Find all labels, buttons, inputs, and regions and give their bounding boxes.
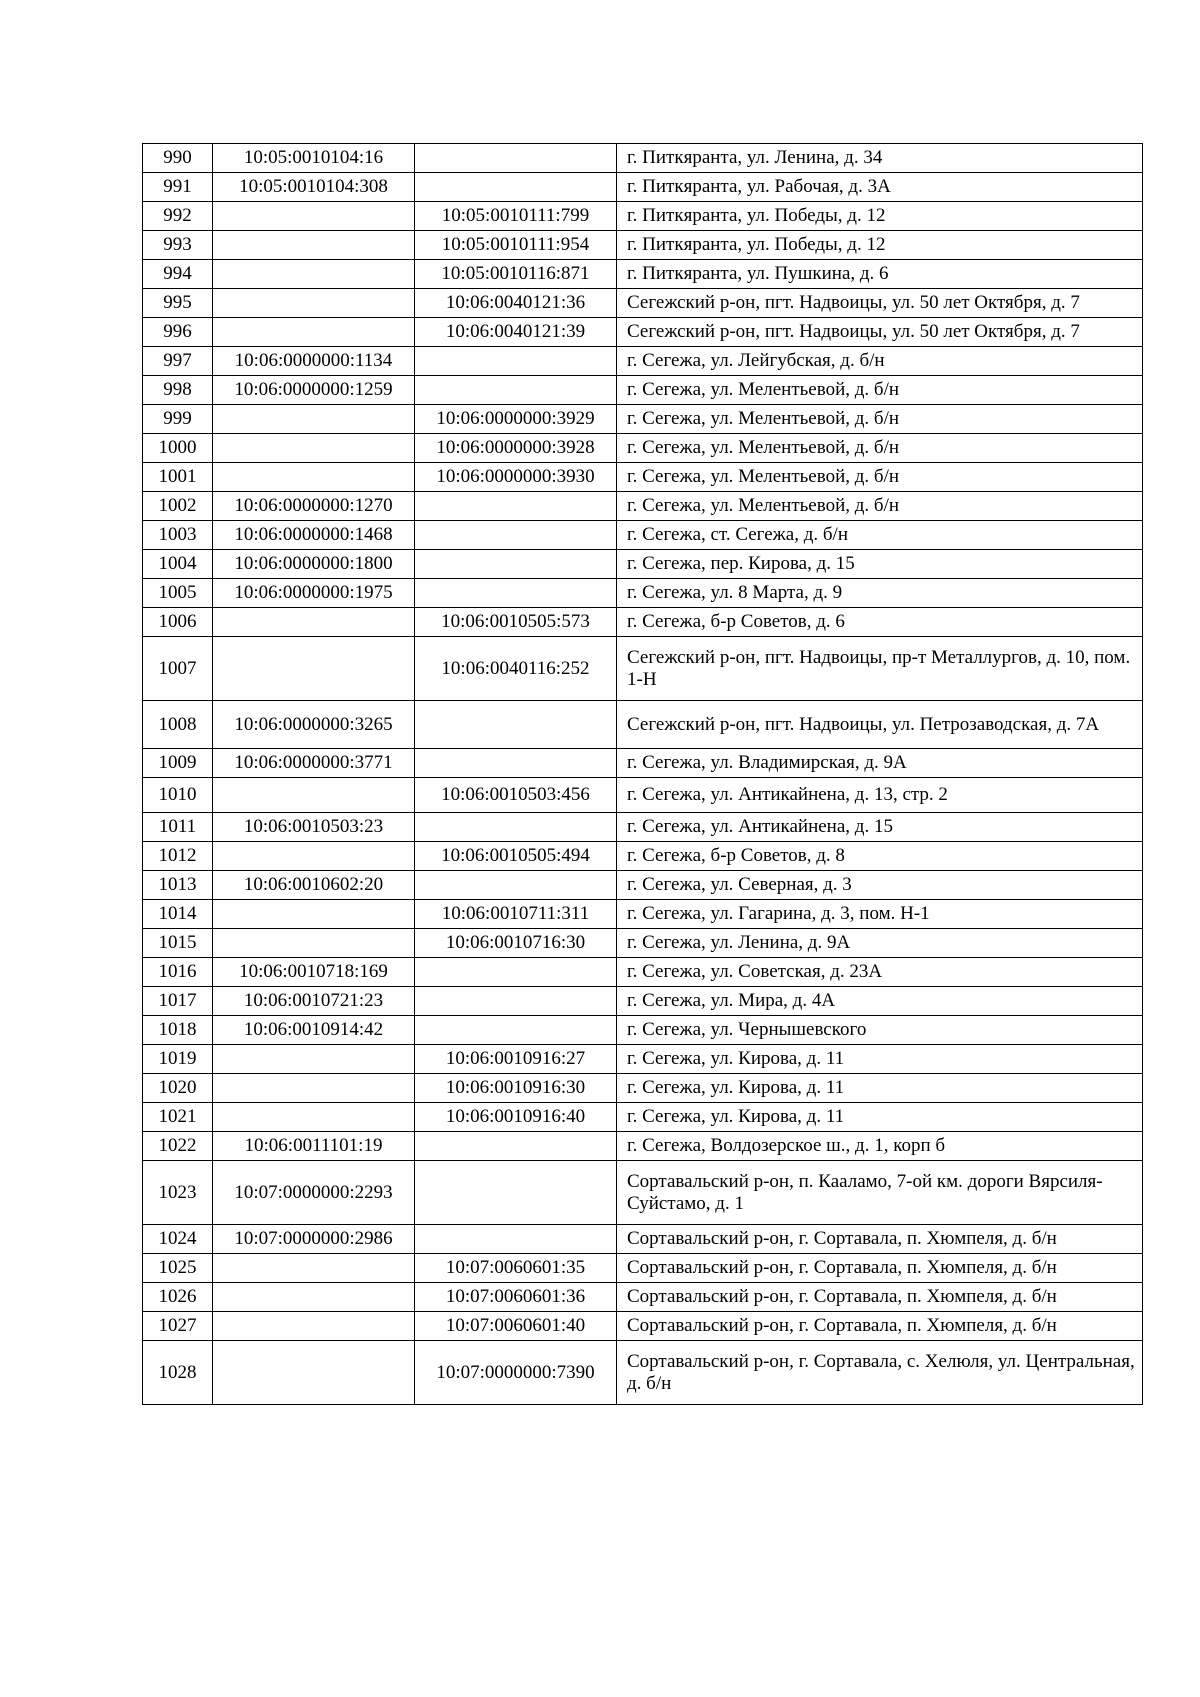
row-number-cell: 998 <box>143 376 213 405</box>
cadastral-number-a-cell: 10:05:0010104:308 <box>213 173 415 202</box>
row-number-cell: 1017 <box>143 987 213 1016</box>
cadastral-number-b-cell <box>415 144 617 173</box>
cadastral-number-b-cell: 10:06:0010716:30 <box>415 929 617 958</box>
table-row <box>143 1103 1143 1132</box>
cadastral-number-b-cell: 10:06:0010916:27 <box>415 1045 617 1074</box>
cadastral-number-b-cell: 10:06:0000000:3929 <box>415 405 617 434</box>
table-row <box>143 550 1143 579</box>
table-row <box>143 318 1143 347</box>
table-row <box>143 958 1143 987</box>
cadastral-number-a-cell: 10:06:0000000:3265 <box>213 701 415 749</box>
row-number-cell: 1016 <box>143 958 213 987</box>
address-cell: г. Сегежа, ул. Антикайнена, д. 13, стр. 2 <box>617 778 1143 813</box>
cadastral-number-b-cell <box>415 749 617 778</box>
cadastral-number-b-cell: 10:06:0010505:573 <box>415 608 617 637</box>
table-row <box>143 1254 1143 1283</box>
cadastral-number-a-cell: 10:06:0010718:169 <box>213 958 415 987</box>
table-row <box>143 492 1143 521</box>
table-row <box>143 405 1143 434</box>
cadastral-number-a-cell <box>213 637 415 701</box>
cadastral-number-b-cell <box>415 1132 617 1161</box>
table-row <box>143 1341 1143 1405</box>
cadastral-number-b-cell <box>415 871 617 900</box>
cadastral-number-a-cell <box>213 1312 415 1341</box>
table-row <box>143 144 1143 173</box>
table-row <box>143 434 1143 463</box>
cadastral-number-a-cell: 10:06:0000000:1270 <box>213 492 415 521</box>
table-row <box>143 173 1143 202</box>
cadastral-number-b-cell: 10:06:0000000:3930 <box>415 463 617 492</box>
address-cell: г. Питкяранта, ул. Победы, д. 12 <box>617 231 1143 260</box>
cadastral-number-b-cell: 10:06:0010916:40 <box>415 1103 617 1132</box>
cadastral-number-a-cell <box>213 1074 415 1103</box>
cadastral-number-b-cell <box>415 1225 617 1254</box>
address-cell: г. Питкяранта, ул. Ленина, д. 34 <box>617 144 1143 173</box>
cadastral-number-a-cell: 10:06:0010503:23 <box>213 813 415 842</box>
table-row <box>143 1161 1143 1225</box>
table-row <box>143 1283 1143 1312</box>
address-cell: Сортавальский р-он, г. Сортавала, п. Хюмпеля, д. б/н <box>617 1254 1143 1283</box>
row-number-cell: 993 <box>143 231 213 260</box>
row-number-cell: 1002 <box>143 492 213 521</box>
row-number-cell: 1001 <box>143 463 213 492</box>
cadastral-number-a-cell <box>213 289 415 318</box>
cadastral-number-b-cell: 10:06:0010711:311 <box>415 900 617 929</box>
cadastral-number-b-cell <box>415 376 617 405</box>
table-row <box>143 813 1143 842</box>
cadastral-number-a-cell: 10:06:0010914:42 <box>213 1016 415 1045</box>
row-number-cell: 999 <box>143 405 213 434</box>
table-row <box>143 871 1143 900</box>
cadastral-number-a-cell <box>213 1103 415 1132</box>
cadastral-number-a-cell: 10:06:0000000:1975 <box>213 579 415 608</box>
cadastral-number-b-cell: 10:05:0010116:871 <box>415 260 617 289</box>
row-number-cell: 996 <box>143 318 213 347</box>
address-cell: г. Сегежа, Волдозерское ш., д. 1, корп б <box>617 1132 1143 1161</box>
cadastral-number-a-cell: 10:07:0000000:2293 <box>213 1161 415 1225</box>
row-number-cell: 1021 <box>143 1103 213 1132</box>
row-number-cell: 1000 <box>143 434 213 463</box>
row-number-cell: 1006 <box>143 608 213 637</box>
row-number-cell: 1008 <box>143 701 213 749</box>
address-cell: г. Сегежа, ул. Мира, д. 4А <box>617 987 1143 1016</box>
cadastral-number-b-cell: 10:06:0040121:36 <box>415 289 617 318</box>
cadastral-number-b-cell: 10:05:0010111:954 <box>415 231 617 260</box>
table-row <box>143 289 1143 318</box>
cadastral-number-a-cell <box>213 842 415 871</box>
address-cell: г. Сегежа, ул. Антикайнена, д. 15 <box>617 813 1143 842</box>
address-cell: г. Сегежа, ул. Кирова, д. 11 <box>617 1045 1143 1074</box>
table-row <box>143 521 1143 550</box>
cadastral-number-a-cell <box>213 463 415 492</box>
cadastral-number-b-cell <box>415 987 617 1016</box>
address-cell: Сортавальский р-он, г. Сортавала, п. Хюмпеля, д. б/н <box>617 1225 1143 1254</box>
row-number-cell: 1022 <box>143 1132 213 1161</box>
table-row <box>143 1132 1143 1161</box>
property-table-body <box>143 144 1143 1405</box>
cadastral-number-a-cell <box>213 231 415 260</box>
cadastral-number-a-cell: 10:06:0000000:3771 <box>213 749 415 778</box>
row-number-cell: 990 <box>143 144 213 173</box>
row-number-cell: 1005 <box>143 579 213 608</box>
row-number-cell: 1026 <box>143 1283 213 1312</box>
cadastral-number-b-cell: 10:07:0000000:7390 <box>415 1341 617 1405</box>
table-row <box>143 1225 1143 1254</box>
cadastral-number-a-cell: 10:06:0000000:1800 <box>213 550 415 579</box>
cadastral-number-b-cell: 10:07:0060601:36 <box>415 1283 617 1312</box>
row-number-cell: 1019 <box>143 1045 213 1074</box>
table-row <box>143 463 1143 492</box>
cadastral-number-a-cell: 10:07:0000000:2986 <box>213 1225 415 1254</box>
cadastral-number-b-cell <box>415 958 617 987</box>
table-row <box>143 900 1143 929</box>
row-number-cell: 1020 <box>143 1074 213 1103</box>
cadastral-number-a-cell <box>213 260 415 289</box>
cadastral-number-b-cell <box>415 701 617 749</box>
table-row <box>143 608 1143 637</box>
row-number-cell: 1009 <box>143 749 213 778</box>
address-cell: г. Сегежа, пер. Кирова, д. 15 <box>617 550 1143 579</box>
cadastral-number-b-cell <box>415 492 617 521</box>
row-number-cell: 1027 <box>143 1312 213 1341</box>
row-number-cell: 1015 <box>143 929 213 958</box>
address-cell: г. Сегежа, ул. Ленина, д. 9А <box>617 929 1143 958</box>
cadastral-number-a-cell: 10:06:0000000:1259 <box>213 376 415 405</box>
address-cell: г. Сегежа, ст. Сегежа, д. б/н <box>617 521 1143 550</box>
table-row <box>143 202 1143 231</box>
address-cell: Сортавальский р-он, г. Сортавала, п. Хюмпеля, д. б/н <box>617 1283 1143 1312</box>
table-row <box>143 929 1143 958</box>
address-cell: г. Сегежа, ул. Мелентьевой, д. б/н <box>617 376 1143 405</box>
cadastral-number-b-cell <box>415 579 617 608</box>
address-cell: Сегежский р-он, пгт. Надвоицы, ул. 50 лет Октября, д. 7 <box>617 289 1143 318</box>
address-cell: г. Сегежа, б-р Советов, д. 6 <box>617 608 1143 637</box>
cadastral-number-a-cell <box>213 434 415 463</box>
table-row <box>143 842 1143 871</box>
cadastral-number-b-cell: 10:06:0010503:456 <box>415 778 617 813</box>
row-number-cell: 1010 <box>143 778 213 813</box>
row-number-cell: 1024 <box>143 1225 213 1254</box>
row-number-cell: 1028 <box>143 1341 213 1405</box>
address-cell: Сортавальский р-он, г. Сортавала, с. Хелюля, ул. Центральная, д. б/н <box>617 1341 1143 1405</box>
cadastral-number-b-cell <box>415 1016 617 1045</box>
cadastral-number-b-cell: 10:05:0010111:799 <box>415 202 617 231</box>
address-cell: г. Сегежа, ул. Советская, д. 23А <box>617 958 1143 987</box>
address-cell: г. Сегежа, ул. Мелентьевой, д. б/н <box>617 405 1143 434</box>
row-number-cell: 1023 <box>143 1161 213 1225</box>
row-number-cell: 1004 <box>143 550 213 579</box>
row-number-cell: 1025 <box>143 1254 213 1283</box>
table-row <box>143 231 1143 260</box>
cadastral-number-a-cell <box>213 405 415 434</box>
address-cell: г. Сегежа, б-р Советов, д. 8 <box>617 842 1143 871</box>
address-cell: г. Сегежа, ул. 8 Марта, д. 9 <box>617 579 1143 608</box>
address-cell: г. Сегежа, ул. Северная, д. 3 <box>617 871 1143 900</box>
cadastral-number-a-cell <box>213 1045 415 1074</box>
cadastral-number-a-cell: 10:06:0000000:1134 <box>213 347 415 376</box>
cadastral-number-b-cell: 10:07:0060601:40 <box>415 1312 617 1341</box>
table-row <box>143 749 1143 778</box>
address-cell: Сегежский р-он, пгт. Надвоицы, ул. Петрозаводская, д. 7А <box>617 701 1143 749</box>
row-number-cell: 1011 <box>143 813 213 842</box>
address-cell: Сегежский р-он, пгт. Надвоицы, ул. 50 лет Октября, д. 7 <box>617 318 1143 347</box>
cadastral-number-b-cell <box>415 550 617 579</box>
address-cell: г. Сегежа, ул. Мелентьевой, д. б/н <box>617 463 1143 492</box>
address-cell: г. Сегежа, ул. Кирова, д. 11 <box>617 1103 1143 1132</box>
address-cell: г. Сегежа, ул. Чернышевского <box>617 1016 1143 1045</box>
row-number-cell: 1013 <box>143 871 213 900</box>
row-number-cell: 1012 <box>143 842 213 871</box>
table-row <box>143 1045 1143 1074</box>
cadastral-number-a-cell <box>213 929 415 958</box>
cadastral-number-a-cell <box>213 608 415 637</box>
address-cell: Сортавальский р-он, п. Кааламо, 7-ой км. дороги Вярсиля-Суйстамо, д. 1 <box>617 1161 1143 1225</box>
address-cell: Сортавальский р-он, г. Сортавала, п. Хюмпеля, д. б/н <box>617 1312 1143 1341</box>
row-number-cell: 1018 <box>143 1016 213 1045</box>
table-row <box>143 1016 1143 1045</box>
cadastral-number-b-cell <box>415 173 617 202</box>
row-number-cell: 1003 <box>143 521 213 550</box>
address-cell: г. Сегежа, ул. Гагарина, д. 3, пом. Н-1 <box>617 900 1143 929</box>
row-number-cell: 1007 <box>143 637 213 701</box>
address-cell: г. Сегежа, ул. Мелентьевой, д. б/н <box>617 492 1143 521</box>
table-row <box>143 778 1143 813</box>
address-cell: г. Сегежа, ул. Владимирская, д. 9А <box>617 749 1143 778</box>
table-row <box>143 376 1143 405</box>
row-number-cell: 1014 <box>143 900 213 929</box>
cadastral-number-a-cell: 10:06:0011101:19 <box>213 1132 415 1161</box>
cadastral-number-a-cell <box>213 1283 415 1312</box>
cadastral-number-b-cell: 10:06:0010505:494 <box>415 842 617 871</box>
cadastral-number-a-cell <box>213 1341 415 1405</box>
address-cell: г. Сегежа, ул. Лейгубская, д. б/н <box>617 347 1143 376</box>
row-number-cell: 991 <box>143 173 213 202</box>
cadastral-number-b-cell <box>415 813 617 842</box>
cadastral-number-b-cell: 10:06:0000000:3928 <box>415 434 617 463</box>
address-cell: г. Сегежа, ул. Мелентьевой, д. б/н <box>617 434 1143 463</box>
table-row <box>143 347 1143 376</box>
cadastral-number-a-cell <box>213 778 415 813</box>
cadastral-number-a-cell <box>213 1254 415 1283</box>
property-table <box>142 143 1143 1405</box>
cadastral-number-b-cell: 10:06:0010916:30 <box>415 1074 617 1103</box>
cadastral-number-a-cell: 10:06:0010721:23 <box>213 987 415 1016</box>
row-number-cell: 992 <box>143 202 213 231</box>
cadastral-number-b-cell <box>415 521 617 550</box>
table-row <box>143 701 1143 749</box>
row-number-cell: 994 <box>143 260 213 289</box>
table-row <box>143 637 1143 701</box>
address-cell: Сегежский р-он, пгт. Надвоицы, пр-т Металлургов, д. 10, пом. 1-Н <box>617 637 1143 701</box>
table-row <box>143 987 1143 1016</box>
cadastral-number-a-cell: 10:06:0010602:20 <box>213 871 415 900</box>
address-cell: г. Питкяранта, ул. Рабочая, д. 3А <box>617 173 1143 202</box>
cadastral-number-b-cell: 10:06:0040116:252 <box>415 637 617 701</box>
table-row <box>143 1074 1143 1103</box>
table-row <box>143 579 1143 608</box>
table-row <box>143 260 1143 289</box>
cadastral-number-b-cell: 10:06:0040121:39 <box>415 318 617 347</box>
cadastral-number-a-cell <box>213 318 415 347</box>
cadastral-number-b-cell <box>415 1161 617 1225</box>
cadastral-number-a-cell: 10:05:0010104:16 <box>213 144 415 173</box>
cadastral-number-b-cell <box>415 347 617 376</box>
cadastral-number-a-cell: 10:06:0000000:1468 <box>213 521 415 550</box>
address-cell: г. Сегежа, ул. Кирова, д. 11 <box>617 1074 1143 1103</box>
row-number-cell: 995 <box>143 289 213 318</box>
row-number-cell: 997 <box>143 347 213 376</box>
table-row <box>143 1312 1143 1341</box>
address-cell: г. Питкяранта, ул. Пушкина, д. 6 <box>617 260 1143 289</box>
cadastral-number-a-cell <box>213 900 415 929</box>
cadastral-number-a-cell <box>213 202 415 231</box>
address-cell: г. Питкяранта, ул. Победы, д. 12 <box>617 202 1143 231</box>
cadastral-number-b-cell: 10:07:0060601:35 <box>415 1254 617 1283</box>
